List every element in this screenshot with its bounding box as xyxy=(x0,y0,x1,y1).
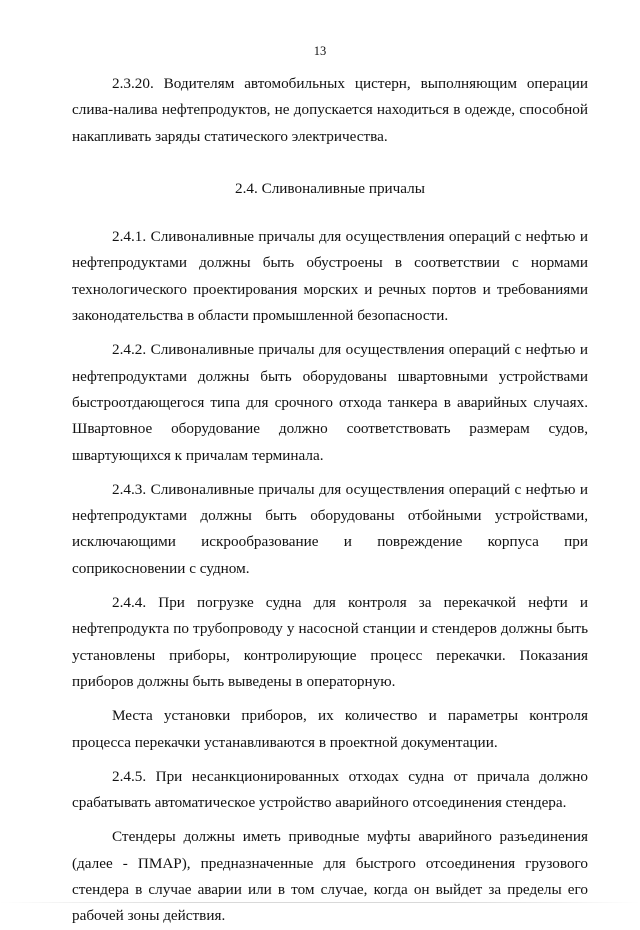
paragraph-2-3-20: 2.3.20. Водителям автомобильных цистерн, выполняющим операции слива-налива нефтепродуктов, не допускается находиться в одежде, способной накапливать заряды статического электричества. xyxy=(72,75,588,145)
paragraph-2-4-2: 2.4.2. Сливоналивные причалы для осуществления операций с нефтью и нефтепродуктами должны быть оборудованы швартовными устройствами быстроотдающегося типа для срочного отхода танкера в аварийных случаях. Швартовное оборудование должно соответствовать размерам судов, швартующихся к причалам терминала. xyxy=(72,341,588,464)
paragraph-2-4-5: 2.4.5. При несанкционированных отходах судна от причала должно срабатывать автоматическое устройство аварийного отсоединения стендера. xyxy=(72,767,588,812)
paragraph-2-4-4: 2.4.4. При погрузке судна для контроля за перекачкой нефти и нефтепродукта по трубопроводу у насосной станции и стендеров должны быть установлены приборы, контролирующие процесс перекачки. Показания приборов должны быть выведены в операторную. xyxy=(72,594,588,690)
paragraph-2-4-3: 2.4.3. Сливоналивные причалы для осуществления операций с нефтью и нефтепродуктами должны быть оборудованы отбойными устройствами, исключающими искрообразование и повреждение корпуса при соприкосновении с судном. xyxy=(72,480,588,577)
scan-edge-line xyxy=(0,902,640,903)
paragraph-2-4-1: 2.4.1. Сливоналивные причалы для осуществления операций с нефтью и нефтепродуктами должны быть обустроены в соответствии с нормами технологического проектирования морских и речных портов и требованиями законодательства в области промышленной безопасности. xyxy=(72,228,588,325)
page-number: 13 xyxy=(313,44,327,58)
document-body xyxy=(72,71,588,930)
paragraph-2-4-5-continued: Стендеры должны иметь приводные муфты аварийного разъединения (далее - ПМАР), предназначенные для быстрого отсоединения грузового стендера в случае аварии или в том случае, когда он выйдет за пределы его рабочей зоны действия. xyxy=(72,828,588,925)
section-heading-2-4: 2.4. Сливоналивные причалы xyxy=(235,179,425,197)
paragraph-2-4-4-continued: Места установки приборов, их количество и параметры контроля процесса перекачки устанавливаются в проектной документации. xyxy=(72,707,588,751)
